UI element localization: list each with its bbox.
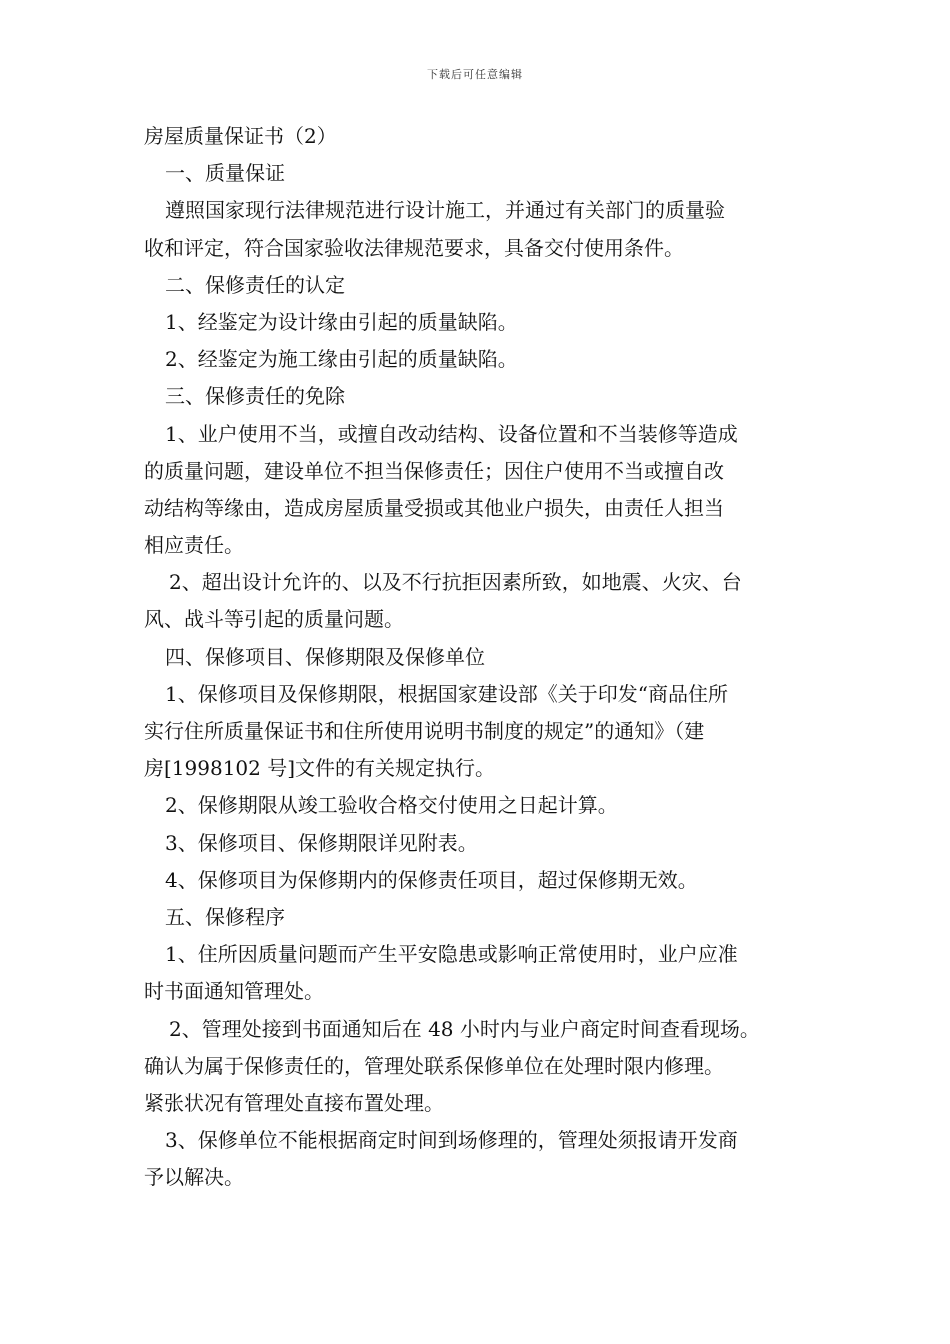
text-line: 3、保修单位不能根据商定时间到场修理的，管理处须报请开发商 xyxy=(165,1128,738,1153)
text-line: 2、经鉴定为施工缘由引起的质量缺陷。 xyxy=(165,347,518,372)
text-line: 房[1998102 号]文件的有关规定执行。 xyxy=(144,756,496,781)
text-line: 时书面通知管理处。 xyxy=(144,979,324,1004)
text-line: 二、保修责任的认定 xyxy=(165,272,345,297)
text-line: 五、保修程序 xyxy=(165,904,285,929)
text-line: 3、保修项目、保修期限详见附表。 xyxy=(165,830,478,855)
text-line: 实行住所质量保证书和住所使用说明书制度的规定”的通知》（建 xyxy=(144,719,705,743)
text-line: 4、保修项目为保修期内的保修责任项目，超过保修期无效。 xyxy=(165,867,698,892)
text-line: 1、保修项目及保修期限，根据国家建设部《关于印发“商品住所 xyxy=(165,681,728,706)
text-line: 风、战斗等引起的质量问题。 xyxy=(144,607,404,632)
text-line: 1、住所因质量问题而产生平安隐患或影响正常使用时，业户应准 xyxy=(165,942,738,967)
text-line: 予以解决。 xyxy=(144,1165,244,1190)
text-line: 一、质量保证 xyxy=(165,161,285,186)
text-line: 确认为属于保修责任的，管理处联系保修单位在处理时限内修理。 xyxy=(144,1053,724,1078)
text-line: 1、业户使用不当，或擅自改动结构、设备位置和不当装修等造成 xyxy=(165,421,738,446)
text-line: 收和评定，符合国家验收法律规范要求，具备交付使用条件。 xyxy=(144,235,684,260)
text-line: 遵照国家现行法律规范进行设计施工，并通过有关部门的质量验 xyxy=(165,198,725,223)
text-line: 的质量问题，建设单位不担当保修责任；因住户使用不当或擅自改 xyxy=(144,458,724,483)
text-line: 紧张状况有管理处直接布置处理。 xyxy=(144,1090,444,1115)
text-line: 1、经鉴定为设计缘由引起的质量缺陷。 xyxy=(165,309,518,334)
text-line: 2、管理处接到书面通知后在 48 小时内与业户商定时间查看现场。 xyxy=(169,1016,760,1041)
text-line: 2、保修期限从竣工验收合格交付使用之日起计算。 xyxy=(165,793,618,818)
text-line: 四、保修项目、保修期限及保修单位 xyxy=(165,644,485,669)
text-line: 动结构等缘由，造成房屋质量受损或其他业户损失，由责任人担当 xyxy=(144,495,724,520)
text-line: 相应责任。 xyxy=(144,533,244,558)
text-line: 2、超出设计允许的、以及不行抗拒因素所致，如地震、火灾、台 xyxy=(169,570,742,595)
header-note: 下载后可任意编辑 xyxy=(427,68,523,81)
document-body xyxy=(144,118,814,1196)
text-line: 三、保修责任的免除 xyxy=(165,384,345,409)
document-title: 房屋质量保证书（2） xyxy=(144,124,337,148)
